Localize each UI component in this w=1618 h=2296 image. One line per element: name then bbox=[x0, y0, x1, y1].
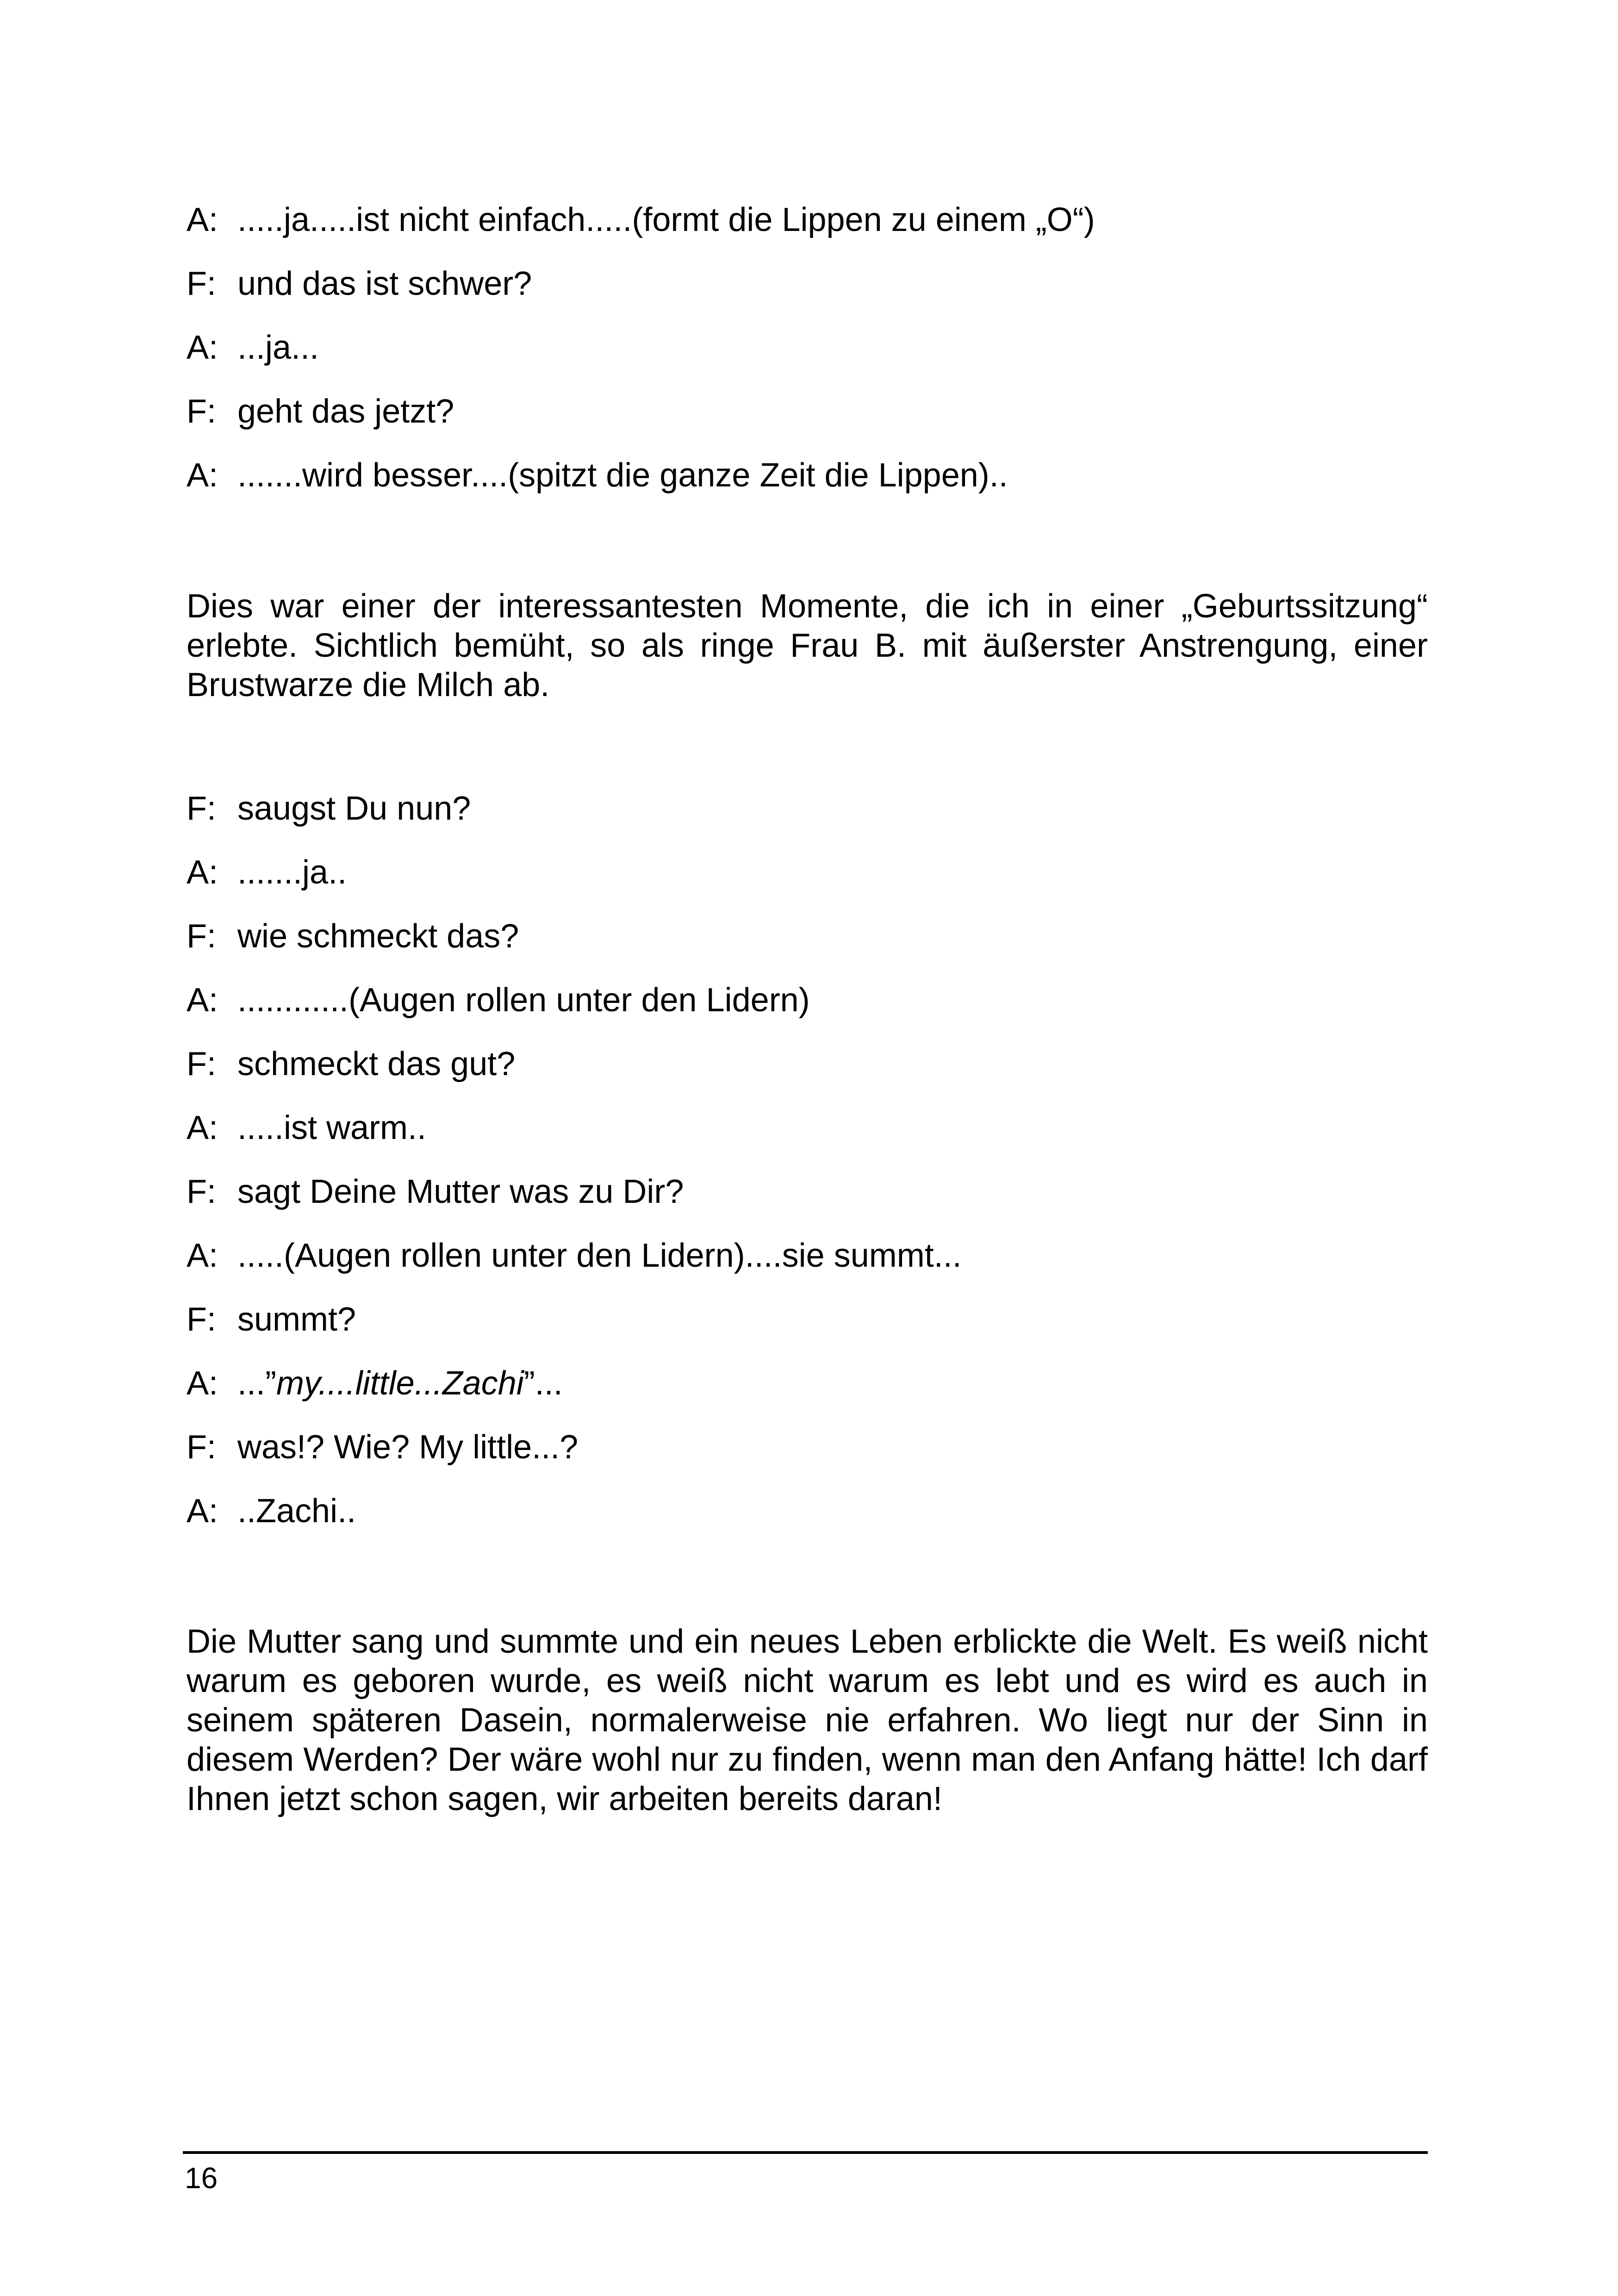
dialog-line bbox=[187, 328, 1427, 392]
utterance-text: ............(Augen rollen unter den Lidern) bbox=[237, 982, 810, 1019]
dialog-line bbox=[187, 981, 1427, 1045]
utterance-text: wie schmeckt das? bbox=[237, 918, 519, 955]
utterance-text: summt? bbox=[237, 1301, 356, 1338]
utterance-text: was!? Wie? My little...? bbox=[237, 1429, 579, 1466]
body-paragraph-2: Die Mutter sang und summte und ein neues Leben erblickte die Welt. Es weiß nicht warum es geboren wurde, es weiß nicht warum es lebt und es wird es auch in seinem späteren Dasein, normalerweise nie erfahren. Wo liegt nur der Sinn in diesem Werden? Der wäre wohl nur zu finden, wenn man den Anfang hätte! Ich darf Ihnen jetzt schon sagen, wir arbeiten bereits daran! bbox=[187, 1623, 1428, 1817]
dialog-line bbox=[187, 789, 1427, 853]
dialog-line bbox=[187, 1236, 1427, 1300]
utterance-text: ...ja... bbox=[237, 329, 319, 366]
speaker-label: F: bbox=[187, 1045, 216, 1083]
speaker-label: A: bbox=[187, 1237, 218, 1274]
speaker-label: A: bbox=[187, 1365, 218, 1402]
utterance-text: schmeckt das gut? bbox=[237, 1045, 516, 1083]
speaker-label: A: bbox=[187, 201, 218, 238]
utterance-text: .......wird besser....(spitzt die ganze Zeit die Lippen).. bbox=[237, 457, 1008, 494]
dialog-block-1 bbox=[187, 200, 1427, 520]
dialog-line bbox=[187, 264, 1427, 328]
utterance-text: .....ist warm.. bbox=[237, 1109, 427, 1146]
speaker-label: F: bbox=[187, 265, 216, 302]
dialog-line bbox=[187, 456, 1427, 520]
dialog-line bbox=[187, 1492, 1427, 1556]
speaker-label: A: bbox=[187, 329, 218, 366]
quote-open: ...” bbox=[237, 1365, 276, 1402]
utterance-text: saugst Du nun? bbox=[237, 790, 471, 827]
speaker-label: A: bbox=[187, 982, 218, 1019]
utterance-text: .......ja.. bbox=[237, 854, 347, 891]
speaker-label: F: bbox=[187, 1301, 216, 1338]
speaker-label: F: bbox=[187, 790, 216, 827]
quote-close: ”... bbox=[523, 1365, 563, 1402]
speaker-label: A: bbox=[187, 457, 218, 494]
dialog-line bbox=[187, 392, 1427, 456]
utterance-text: .....ja.....ist nicht einfach.....(formt die Lippen zu einem „O“) bbox=[237, 201, 1095, 238]
speaker-label: A: bbox=[187, 1493, 218, 1530]
italic-song-text: my....little...Zachi bbox=[276, 1365, 524, 1402]
dialog-block-2 bbox=[187, 789, 1427, 1556]
utterance-text: ..Zachi.. bbox=[237, 1493, 356, 1530]
body-paragraph-1: Dies war einer der interessantesten Momente, die ich in einer „Geburtssitzung“ erlebte. Sichtlich bemüht, so als ringe Frau B. mit äußerster Anstrengung, einer Brustwarze die Milch ab. bbox=[187, 588, 1428, 703]
footer-divider bbox=[183, 2151, 1428, 2154]
speaker-label: F: bbox=[187, 1429, 216, 1466]
utterance-text: geht das jetzt? bbox=[237, 393, 454, 430]
utterance-text: .....(Augen rollen unter den Lidern)....sie summt... bbox=[237, 1237, 962, 1274]
dialog-line bbox=[187, 200, 1427, 264]
speaker-label: F: bbox=[187, 393, 216, 430]
dialog-line bbox=[187, 1364, 1427, 1428]
dialog-line bbox=[187, 1428, 1427, 1492]
speaker-label: F: bbox=[187, 918, 216, 955]
utterance-text: und das ist schwer? bbox=[237, 265, 532, 302]
dialog-line bbox=[187, 917, 1427, 981]
dialog-line bbox=[187, 1172, 1427, 1236]
dialog-line bbox=[187, 1300, 1427, 1364]
utterance-text: sagt Deine Mutter was zu Dir? bbox=[237, 1173, 684, 1210]
dialog-line bbox=[187, 853, 1427, 917]
dialog-line bbox=[187, 1108, 1427, 1172]
speaker-label: A: bbox=[187, 1109, 218, 1146]
dialog-line bbox=[187, 1045, 1427, 1108]
speaker-label: A: bbox=[187, 854, 218, 891]
utterance-text bbox=[237, 1364, 1427, 1403]
page-number: 16 bbox=[185, 2161, 218, 2195]
speaker-label: F: bbox=[187, 1173, 216, 1210]
